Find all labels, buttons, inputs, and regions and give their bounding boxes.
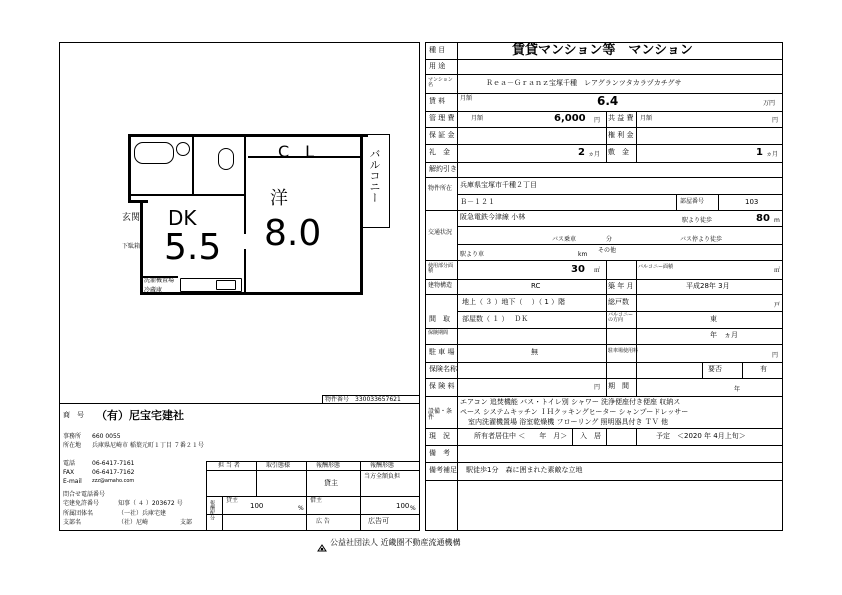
rent-value: 6.4 xyxy=(597,94,619,108)
office-label: 事務所 xyxy=(63,433,82,440)
property-no: 330033657621 xyxy=(355,396,401,403)
balcony-direction: 東 xyxy=(710,315,717,323)
tel-label: 電話 xyxy=(63,460,76,467)
company-address: 兵庫県尼崎市 稲葉元町１丁目 ７番２１号 xyxy=(92,442,204,449)
company-fax: 06-6417-7162 xyxy=(92,469,135,476)
units-unit: 戸 xyxy=(774,302,781,309)
fee-col4: 報酬形態 xyxy=(370,462,395,469)
landlord-row-label: 貸主 xyxy=(226,497,239,504)
fee-split-label: 報酬配分 xyxy=(209,500,215,520)
mansion-name: Ｒｅａ－Ｇｒａｎｚ宝塚千種 レアグランツタカラヅカチグサ xyxy=(486,79,682,87)
move-in-value: 予定 ＜2020 年 4月上旬＞ xyxy=(656,432,746,440)
shikikin-unit: ヵ月 xyxy=(766,151,779,158)
equipment-line-3: 室内洗濯機置場 浴室乾燥機 フローリング 照明器具付き ＴＶ 他 xyxy=(468,418,668,426)
fax-label: FAX xyxy=(63,469,75,476)
kenrikin-label: 権 利 金 xyxy=(608,131,634,139)
sonota-label: その他 xyxy=(598,247,617,254)
fee-col2: 取引態様 xyxy=(266,462,291,469)
landlord-pct-unit: % xyxy=(298,505,304,512)
label-reikin: 礼 金 xyxy=(429,148,450,156)
label-setsubi: 設備・条件 xyxy=(428,408,453,421)
shikikin-value: 1 xyxy=(756,147,763,158)
email-label: E-mail xyxy=(63,478,82,485)
document-title: 賃貸マンション等 マンション xyxy=(512,43,693,58)
fridge-label: 冷蔵庫 xyxy=(144,287,163,294)
company-email: zzz@amaho.com xyxy=(92,478,135,484)
kyoeki-yen: 円 xyxy=(772,117,779,124)
floors-value: 地上（ ３ ）地下（ ）（ 1 ）階 xyxy=(462,298,566,306)
label-hokenmei: 保険名称 xyxy=(429,365,457,373)
label-biko: 備 考 xyxy=(429,449,450,457)
hoken-required-label: 要否 xyxy=(708,365,722,373)
balcony-area-label: バルコニー面積 xyxy=(638,264,674,270)
floorplan xyxy=(118,134,381,304)
kanri-yen: 円 xyxy=(594,117,601,124)
madori-value: 部屋数（ １ ） ＤＫ xyxy=(462,315,529,323)
equipment-line-1: エアコン 追焚機能 バス・トイレ別 シャワー 洗浄便座付き便座 収納ス xyxy=(460,398,681,406)
balcony-direction-label: バルコニーの方向 xyxy=(608,312,634,323)
branch-label: 支部名 xyxy=(63,519,82,526)
org-logo-icon xyxy=(317,538,327,548)
shoe-box-label: 下駄箱 xyxy=(122,243,141,250)
bus-label: バス乗車 xyxy=(552,236,577,243)
label-hoken-term: 保険期間 xyxy=(428,330,449,336)
units-label: 総戸数 xyxy=(608,298,629,306)
ad-value: 広告可 xyxy=(368,517,389,525)
group-label: 所属団体名 xyxy=(63,510,94,517)
hokenryo-yen: 円 xyxy=(594,384,601,391)
tenant-pct-unit: % xyxy=(410,505,416,512)
km-unit: km xyxy=(578,251,588,258)
fee-col3: 報酬形態 xyxy=(316,462,341,469)
kanri-value: 6,000 xyxy=(554,113,586,124)
shogo-label: 商 号 xyxy=(63,411,84,419)
label-youto: 用 途 xyxy=(429,62,446,70)
banchi-value: Ｂ－１２１ xyxy=(460,198,495,206)
label-biko-hosoku: 備考補足 xyxy=(429,466,457,474)
bus-walk-label: バス停より徒歩 xyxy=(680,236,723,243)
current-status: 所有者居住中 ＜ 年 月＞ xyxy=(474,432,568,440)
footer-org: 公益社団法人 近畿圏不動産流通機構 xyxy=(330,538,461,547)
address-label: 所在地 xyxy=(63,442,82,449)
remarks-supplement: 駅徒歩1分 森に囲まれた素敵な立地 xyxy=(466,466,583,474)
fee-type: 当方全額負担 xyxy=(364,473,401,480)
line-station: 阪急電鉄今津線 小林 xyxy=(460,213,526,221)
parking-value: 無 xyxy=(531,348,538,356)
rent-unit: 万円 xyxy=(763,100,776,107)
mediation-type: 貸主 xyxy=(324,479,338,487)
washbasin xyxy=(176,142,190,156)
room-no-label: 部屋番号 xyxy=(680,198,705,205)
reikin-unit: ヵ月 xyxy=(588,151,601,158)
area-value: 30 xyxy=(571,264,585,275)
built-label: 築 年 月 xyxy=(608,282,634,290)
western-room-label: 洋 xyxy=(270,188,288,209)
label-genkyo: 現 況 xyxy=(429,432,450,440)
eki-car-label: 駅より車 xyxy=(460,251,485,258)
bathtub xyxy=(134,142,174,164)
ad-label: 広 告 xyxy=(316,518,330,525)
kikan-label: 期 間 xyxy=(608,382,629,390)
kyoeki-unit-label: 月額 xyxy=(640,115,653,122)
shikikin-label: 敷 金 xyxy=(608,148,629,156)
walk-label: 駅より徒歩 xyxy=(682,217,713,224)
label-menseki: 使用部分面積 xyxy=(428,263,454,274)
label-mansion: マンション名 xyxy=(428,77,453,88)
label-kanri: 管 理 費 xyxy=(429,114,455,122)
kikan-unit: 年 xyxy=(734,386,741,393)
built-value: 平成28年 3月 xyxy=(686,282,730,290)
walk-value: 80 xyxy=(756,213,770,224)
label-kozo: 建物構造 xyxy=(428,282,453,289)
dk-label: DK xyxy=(168,206,197,230)
parking-fee-unit: 円 xyxy=(772,352,779,359)
move-in-label: 入 居 xyxy=(580,432,601,440)
label-shikibiki: 解約引き xyxy=(429,165,457,173)
property-no-label: 物件番号 xyxy=(325,396,350,403)
group-name: （一社）兵庫宅建 xyxy=(118,510,167,517)
washer-label: 洗濯機置場 xyxy=(144,277,175,284)
western-room-size: 8.0 xyxy=(264,213,322,254)
label-shozaichi: 物件所在 xyxy=(428,185,453,192)
balcony-area-unit: ㎡ xyxy=(774,267,781,274)
hoken-term-value: 年 ヵ月 xyxy=(710,331,738,339)
label-hoshokin: 保 証 金 xyxy=(429,131,455,139)
address-value: 兵庫県宝塚市千種２丁目 xyxy=(460,181,537,189)
closet-label: C L xyxy=(278,142,315,161)
license-no: 知事（ ４ ）203672 号 xyxy=(118,500,183,507)
equipment-line-2: ペース システムキッチン ＩＨクッキングヒーター シャンプードレッサー xyxy=(460,408,689,416)
structure-value: RC xyxy=(531,282,541,290)
label-madori: 間 取 xyxy=(429,315,450,323)
label-parking: 駐 車 場 xyxy=(429,348,455,356)
label-rent: 賃 料 xyxy=(429,97,446,105)
entrance-label: 玄関 xyxy=(122,213,141,223)
room-no: 103 xyxy=(745,198,759,206)
postal-code: 660 0055 xyxy=(92,433,121,440)
walk-unit: m xyxy=(774,217,780,224)
branch-prefix: （社）尼崎 xyxy=(118,519,149,526)
stove xyxy=(216,280,236,290)
branch-suffix: 支部 xyxy=(180,519,193,526)
label-hokenryo: 保 険 料 xyxy=(429,382,455,390)
license-label: 宅建免許番号 xyxy=(63,500,100,507)
label-kotsu: 交通状況 xyxy=(428,229,453,236)
balcony-label: バルコニー xyxy=(368,148,381,203)
landlord-pct: 100 xyxy=(250,502,264,510)
inquiry-tel-label: 問合せ電話番号 xyxy=(63,491,106,498)
rent-unit-label: 月額 xyxy=(460,95,473,102)
area-unit: ㎡ xyxy=(594,267,601,274)
label-shubetsu: 種 目 xyxy=(429,46,446,54)
parking-fee-label: 駐車場使用料 xyxy=(608,348,639,354)
fee-col1: 担 当 者 xyxy=(218,462,240,469)
bus-min: 分 xyxy=(606,236,613,243)
reikin-value: 2 xyxy=(578,147,585,158)
kanri-unit-label: 月額 xyxy=(471,115,484,122)
tenant-pct: 100 xyxy=(396,502,410,510)
dk-size: 5.5 xyxy=(164,227,222,268)
toilet xyxy=(218,148,234,170)
kyoeki-label: 共 益 費 xyxy=(608,114,634,122)
company-name: （有）尼宝宅建社 xyxy=(96,409,184,422)
company-tel: 06-6417-7161 xyxy=(92,460,135,467)
hoken-required: 有 xyxy=(760,365,767,373)
tenant-row-label: 借主 xyxy=(310,497,323,504)
